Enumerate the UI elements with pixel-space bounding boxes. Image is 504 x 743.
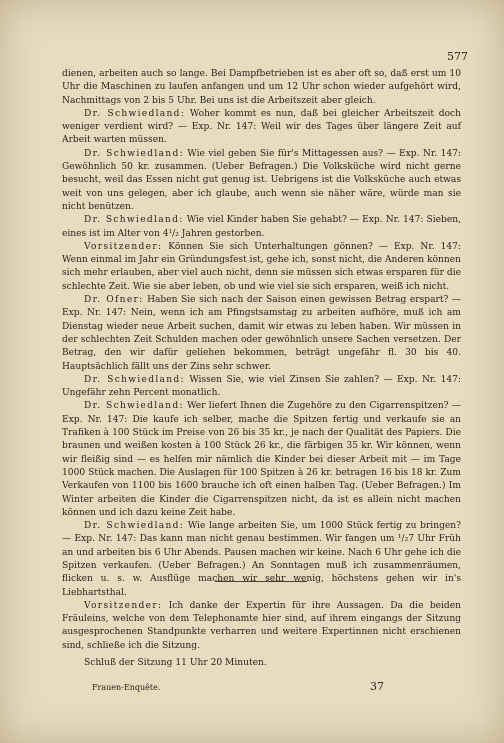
- speaker-name: Dr. Schwiedland:: [84, 521, 185, 532]
- speaker-name: Dr. Schwiedland:: [84, 374, 185, 385]
- printer-signature: Frauen-Enquête.: [92, 683, 161, 692]
- speaker-name: Vorsitzender:: [84, 241, 163, 252]
- paragraph-4: [62, 214, 461, 241]
- page-number: 577: [447, 50, 468, 63]
- paragraph-text: Wer liefert Ihnen die Zugehöre zu den Cigarrenspitzen? — Exp. Nr. 147: Die kaufe ich selber, mache die Spitzen fertig und verkaufe sie an Trafiken à 100 Stück im Preise von 26 bis 35 kr., je nach der Qualität des Papiers. Die braunen und weißen kosten à 100 Stück 26 kr., die färbigen 35 kr. Wir können, wenn wir fleißig sind — es helfen mir nämlich die Kinder bei dieser Arbeit mit — im Tage 1000 Stück machen. Die Auslagen für 100 Spitzen à 26 kr. betragen 16 bis 18 kr. Zum Verkaufen von 1100 bis 1600 brauche ich oft einen halben Tag. (Ueber Befragen.) Im Winter arbeiten die Kinder die Cigarrenspitzen nicht, da ist es allein nicht machen können und ich dazu keine Zeit habe.: [62, 401, 461, 518]
- paragraph-text: Woher kommt es nun, daß bei gleicher Arbeitszeit doch weniger verdient wird? — Exp. Nr. 147: Weil wir des Tages über längere Zeit auf Arbeit warten müssen.: [62, 108, 461, 146]
- speaker-name: Dr. Schwiedland:: [84, 148, 184, 159]
- paragraph-text: Wie lange arbeiten Sie, um 1000 Stück fertig zu bringen? — Exp. Nr. 147: Das kann man nicht genau bestimmen. Wir fangen um ¹/₂7 Uhr Früh an und arbeiten bis 6 Uhr Abends. Pausen machen wir keine. Nach 6 Uhr gehe ich die Spitzen verkaufen. (Ueber Befragen.) An Sonntagen muß ich zusammenräumen, flicken u. s. w. Ausflüge machen wir sehr wenig, höchstens gehen wir in's Liebhartsthal.: [62, 521, 462, 598]
- paragraph-8: [62, 400, 461, 520]
- paragraph-6: [62, 294, 461, 374]
- paragraph-5: [62, 241, 461, 294]
- speaker-name: Dr. Ofner:: [84, 295, 144, 306]
- paragraph-text: Haben Sie sich nach der Saison einen gewissen Betrag erspart? — Exp. Nr. 147: Nein, wenn ich am Pfingstsamstag zu arbeiten aufhöre, muß ich am Dienstag wieder neue Arbeit suchen, damit wir etwas zu leben haben. Wir müssen in der schlechten Zeit Schulden machen oder gewöhnlich unsere Sachen versetzen. Der Betrag, den wir dafür geliehen bekommen, beträgt ungefähr fl. 30 bis 40. Hauptsächlich fällt uns der Zins sehr schwer.: [62, 295, 461, 372]
- paragraph-text: Ich danke der Expertin für ihre Aussagen. Da die beiden Fräuleins, welche von dem Telephonamte hier sind, auf ihrem eingangs der Sitzung ausgesprochenen Standpunkte verharren und weitere Expertinnen nicht erschienen sind, schließe ich die Sitzung.: [62, 600, 461, 651]
- paragraph-text: Können Sie sich Unterhaltungen gönnen? — Exp. Nr. 147: Wenn einmal im Jahr ein Gründungsfest ist, gehe ich, sonst nicht, die Anderen können sich mehr erlauben, aber viel auch nicht, denn sie müssen sich etwas ersparen für die schlechte Zeit. Wie sie aber leben, ob und wie viel sie sich ersparen, weiß ich nicht.: [62, 241, 461, 292]
- speaker-name: Vorsitzender:: [84, 600, 163, 611]
- speaker-name: Dr. Schwiedland:: [84, 215, 184, 226]
- paragraph-10: [62, 600, 461, 653]
- speaker-name: Dr. Schwiedland:: [84, 108, 186, 119]
- paragraph-text: Wie viel geben Sie für's Mittagessen aus? — Exp. Nr. 147: Gewöhnlich 50 kr. zusammen. (Ueber Befragen.) Die Volksküche wird nicht gerne besucht, weil das Essen nicht gut genug ist. Uebrigens ist die Volksküche auch etwas weit von uns gelegen, aber ich glaube, auch wenn sie näher wäre, würde man sie nicht benützen.: [62, 148, 461, 212]
- signature-mark: 37: [370, 680, 384, 693]
- paragraph-7: [62, 374, 461, 401]
- paragraph-9: [62, 520, 461, 600]
- closing-rule: [215, 581, 307, 582]
- document-body: [62, 68, 461, 670]
- paragraph-3: [62, 148, 461, 214]
- paragraph-1: dienen, arbeiten auch so lange. Bei Dampfbetrieben ist es aber oft so, daß erst um 10 Uhr die Maschinen zu laufen anfangen und um 12 Uhr schon wieder aufgehört wird, Nachmittags von 2 bis 5 Uhr. Bei uns ist die Arbeitszeit aber gleich.: [62, 69, 461, 106]
- closing-line: Schluß der Sitzung 11 Uhr 20 Minuten.: [84, 658, 267, 669]
- paragraph-text: Wissen Sie, wie viel Zinsen Sie zahlen? — Exp. Nr. 147: Ungefähr zehn Percent monatlich.: [62, 374, 461, 399]
- paragraph-2: [62, 108, 461, 148]
- speaker-name: Dr. Schwiedland:: [84, 401, 184, 412]
- paragraph-text: Wie viel Kinder haben Sie gehabt? — Exp. Nr. 147: Sieben, eines ist im Alter von 4¹/₂ Jahren gestorben.: [62, 215, 461, 239]
